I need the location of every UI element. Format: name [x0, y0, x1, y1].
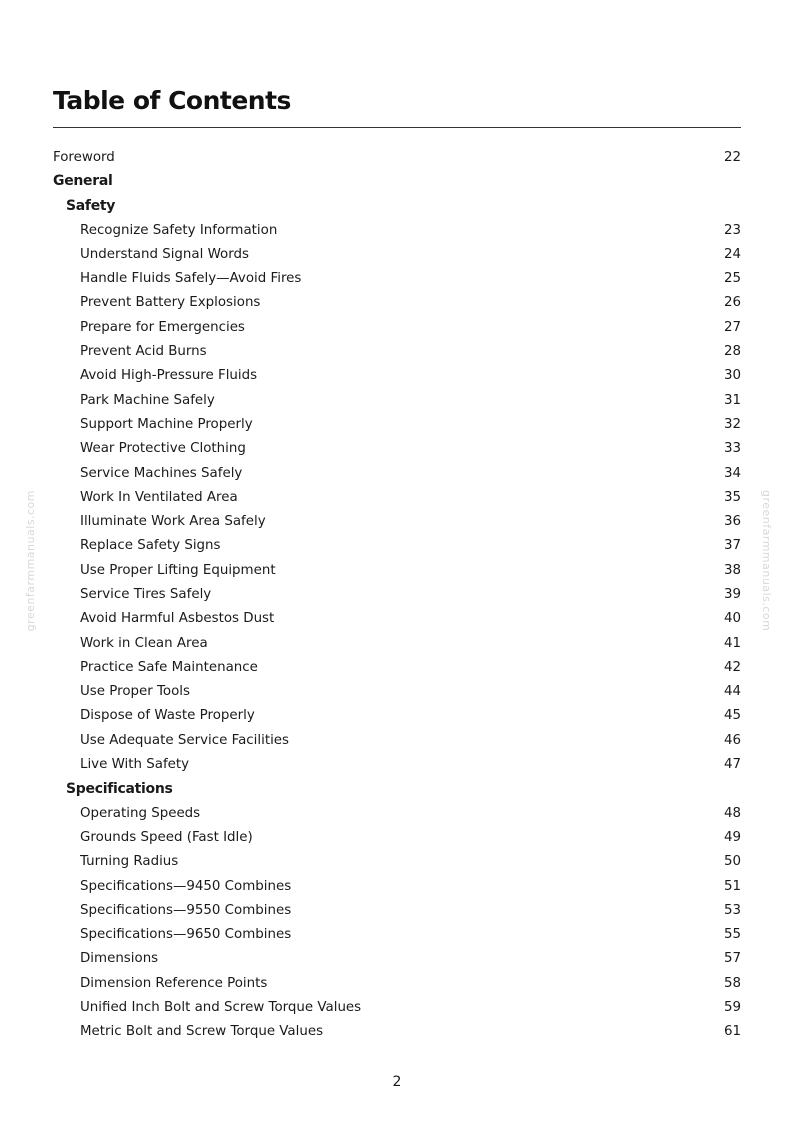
toc-entry-label: Specifications: [66, 780, 173, 797]
toc-entry-label: Specifications—9450 Combines: [80, 878, 292, 894]
toc-entry-page: 48: [723, 805, 741, 821]
toc-entry-page: 30: [723, 368, 741, 384]
toc-entry-label: Recognize Safety Information: [80, 222, 278, 238]
toc-section-heading: [53, 194, 741, 218]
toc-entry-page: 57: [723, 951, 741, 967]
toc-entry[interactable]: [53, 145, 741, 169]
toc-entry-label: Practice Safe Maintenance: [80, 659, 258, 675]
toc-entry-page: 23: [723, 222, 741, 238]
toc-entry-page: 31: [723, 392, 741, 408]
toc-entry-label: General: [53, 173, 113, 190]
toc-entry-page: 22: [723, 149, 741, 165]
toc-entry[interactable]: [53, 752, 741, 776]
toc-entry[interactable]: [53, 801, 741, 825]
toc-entry-label: Turning Radius: [80, 854, 179, 870]
toc-entry-label: Safety: [66, 197, 116, 214]
toc-entry-label: Dimension Reference Points: [80, 975, 268, 991]
toc-entry-label: Service Machines Safely: [80, 465, 243, 481]
toc-entry-label: Dispose of Waste Properly: [80, 708, 255, 724]
toc-entry-page: 32: [723, 416, 741, 432]
toc-entry[interactable]: [53, 680, 741, 704]
toc-entry[interactable]: [53, 461, 741, 485]
toc-entry[interactable]: [53, 655, 741, 679]
toc-entry[interactable]: [53, 947, 741, 971]
watermark-left: greenfarmmanuals.com: [24, 490, 37, 632]
page-title: Table of Contents: [53, 86, 291, 115]
toc-entry-label: Support Machine Properly: [80, 416, 253, 432]
toc-entry[interactable]: [53, 218, 741, 242]
toc-entry-page: 50: [723, 854, 741, 870]
toc-entry[interactable]: [53, 388, 741, 412]
toc-entry-label: Specifications—9550 Combines: [80, 902, 292, 918]
toc-entry-label: Park Machine Safely: [80, 392, 215, 408]
toc-entry-page: 42: [723, 659, 741, 675]
toc-entry-page: 24: [723, 246, 741, 262]
toc-entry-label: Prepare for Emergencies: [80, 319, 245, 335]
toc-entry-page: 47: [723, 757, 741, 773]
toc-entry-page: 58: [723, 975, 741, 991]
toc-entry[interactable]: [53, 971, 741, 995]
toc-entry-page: 41: [723, 635, 741, 651]
toc-entry[interactable]: [53, 412, 741, 436]
toc-entry[interactable]: [53, 923, 741, 947]
toc-entry-label: Service Tires Safely: [80, 586, 212, 602]
toc-entry[interactable]: [53, 704, 741, 728]
toc-entry[interactable]: [53, 485, 741, 509]
toc-entry-page: 36: [723, 514, 741, 530]
toc-entry-page: 33: [723, 441, 741, 457]
toc-entry-label: Wear Protective Clothing: [80, 441, 246, 457]
toc-entry[interactable]: [53, 509, 741, 533]
toc-entry[interactable]: [53, 582, 741, 606]
toc-entry-label: Grounds Speed (Fast Idle): [80, 829, 253, 845]
toc-entry-page: 61: [723, 1024, 741, 1040]
title-divider: [53, 127, 741, 128]
toc-entry[interactable]: [53, 607, 741, 631]
toc-entry-label: Understand Signal Words: [80, 246, 249, 262]
toc-entry[interactable]: [53, 315, 741, 339]
toc-list: [53, 145, 741, 1044]
toc-entry-label: Prevent Battery Explosions: [80, 295, 261, 311]
toc-entry-label: Unified Inch Bolt and Screw Torque Values: [80, 1000, 362, 1016]
toc-entry-page: 46: [723, 732, 741, 748]
toc-entry-label: Use Adequate Service Facilities: [80, 732, 290, 748]
toc-entry-label: Metric Bolt and Screw Torque Values: [80, 1024, 324, 1040]
toc-section-heading: [53, 169, 741, 193]
page-number: 2: [392, 1074, 402, 1090]
toc-entry-page: 53: [723, 902, 741, 918]
toc-entry-page: 55: [723, 927, 741, 943]
toc-entry-page: 38: [723, 562, 741, 578]
toc-entry[interactable]: [53, 1020, 741, 1044]
toc-entry[interactable]: [53, 437, 741, 461]
toc-entry-label: Work in Clean Area: [80, 635, 208, 651]
toc-entry[interactable]: [53, 266, 741, 290]
toc-entry-page: 27: [723, 319, 741, 335]
toc-entry-page: 25: [723, 271, 741, 287]
toc-entry-label: Avoid High-Pressure Fluids: [80, 368, 258, 384]
toc-entry-label: Use Proper Tools: [80, 684, 191, 700]
toc-entry-label: Live With Safety: [80, 757, 190, 773]
toc-entry[interactable]: [53, 874, 741, 898]
toc-section-heading: [53, 777, 741, 801]
toc-entry-page: 59: [723, 1000, 741, 1016]
toc-entry-page: 34: [723, 465, 741, 481]
toc-entry-label: Foreword: [53, 149, 115, 165]
toc-entry-page: 44: [723, 684, 741, 700]
toc-entry-page: 45: [723, 708, 741, 724]
watermark-right: greenfarmmanuals.com: [760, 490, 773, 632]
toc-entry[interactable]: [53, 898, 741, 922]
toc-entry-label: Handle Fluids Safely—Avoid Fires: [80, 271, 302, 287]
toc-entry[interactable]: [53, 825, 741, 849]
toc-entry[interactable]: [53, 364, 741, 388]
toc-entry-page: 40: [723, 611, 741, 627]
toc-entry-page: 35: [723, 489, 741, 505]
toc-entry-label: Illuminate Work Area Safely: [80, 514, 266, 530]
toc-entry-page: 37: [723, 538, 741, 554]
toc-entry[interactable]: [53, 728, 741, 752]
toc-entry-label: Specifications—9650 Combines: [80, 927, 292, 943]
toc-entry[interactable]: [53, 534, 741, 558]
toc-entry-page: 39: [723, 586, 741, 602]
toc-entry-label: Use Proper Lifting Equipment: [80, 562, 276, 578]
toc-entry-label: Prevent Acid Burns: [80, 344, 207, 360]
toc-entry[interactable]: [53, 339, 741, 363]
toc-entry-label: Replace Safety Signs: [80, 538, 221, 554]
toc-entry-label: Avoid Harmful Asbestos Dust: [80, 611, 275, 627]
toc-entry[interactable]: [53, 850, 741, 874]
toc-entry[interactable]: [53, 242, 741, 266]
toc-entry[interactable]: [53, 558, 741, 582]
toc-entry-label: Operating Speeds: [80, 805, 201, 821]
toc-entry[interactable]: [53, 995, 741, 1019]
toc-entry[interactable]: [53, 631, 741, 655]
toc-entry-page: 28: [723, 344, 741, 360]
toc-entry-page: 26: [723, 295, 741, 311]
toc-entry-label: Work In Ventilated Area: [80, 489, 238, 505]
toc-entry-page: 51: [723, 878, 741, 894]
toc-entry-page: 49: [723, 829, 741, 845]
toc-entry[interactable]: [53, 291, 741, 315]
toc-entry-label: Dimensions: [80, 951, 159, 967]
